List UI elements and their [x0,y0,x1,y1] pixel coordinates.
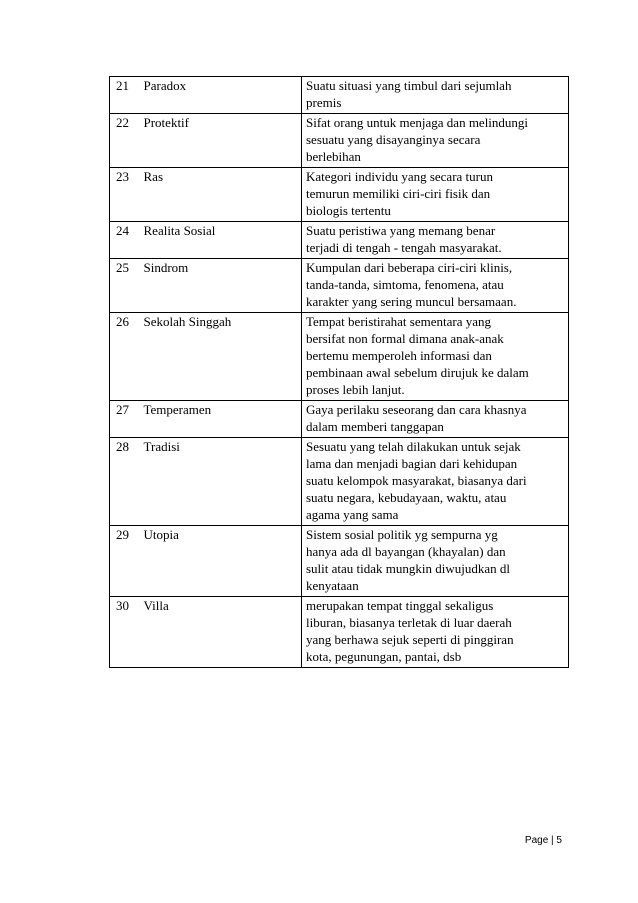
table-row [110,168,569,222]
term-cell: Villa [142,597,302,668]
term-cell: Utopia [142,526,302,597]
row-number: 28 [110,438,142,526]
definition-line: agama yang sama [306,507,399,522]
glossary-table [109,76,569,668]
term-cell: Paradox [142,77,302,114]
definition-line: karakter yang sering muncul bersamaan. [306,294,517,309]
table-row [110,114,569,168]
definition-line: suatu kelompok masyarakat, biasanya dari [306,473,527,488]
definition-line: berlebihan [306,149,361,164]
term-cell: Protektif [142,114,302,168]
definition-line: suatu negara, kebudayaan, waktu, atau [306,490,507,505]
definition-line: liburan, biasanya terletak di luar daerah [306,615,512,630]
row-number: 22 [110,114,142,168]
definition-line: tanda-tanda, simtoma, fenomena, atau [306,277,504,292]
table-row [110,526,569,597]
definition-line: lama dan menjadi bagian dari kehidupan [306,456,518,471]
definition-cell [302,313,569,401]
definition-line: sesuatu yang disayanginya secara [306,132,481,147]
definition-line: Sesuatu yang telah dilakukan untuk sejak [306,439,521,454]
row-number: 21 [110,77,142,114]
term-cell: Ras [142,168,302,222]
definition-line: merupakan tempat tinggal sekaligus [306,598,494,613]
table-row [110,401,569,438]
definition-line: hanya ada dl bayangan (khayalan) dan [306,544,506,559]
table-row [110,77,569,114]
term-cell: Temperamen [142,401,302,438]
definition-line: bersifat non formal dimana anak-anak [306,331,504,346]
row-number: 23 [110,168,142,222]
definition-line: pembinaan awal sebelum dirujuk ke dalam [306,365,529,380]
definition-cell [302,114,569,168]
row-number: 30 [110,597,142,668]
term-cell: Sekolah Singgah [142,313,302,401]
table-row [110,259,569,313]
table-row [110,222,569,259]
definition-cell [302,401,569,438]
definition-line: bertemu memperoleh informasi dan [306,348,492,363]
term-cell: Tradisi [142,438,302,526]
definition-line: biologis tertentu [306,203,391,218]
table-row [110,438,569,526]
definition-line: Gaya perilaku seseorang dan cara khasnya [306,402,527,417]
glossary-body [110,77,569,668]
definition-line: Suatu situasi yang timbul dari sejumlah [306,78,512,93]
definition-cell [302,77,569,114]
definition-line: temurun memiliki ciri-ciri fisik dan [306,186,491,201]
row-number: 25 [110,259,142,313]
definition-line: Suatu peristiwa yang memang benar [306,223,496,238]
definition-cell [302,597,569,668]
definition-line: dalam memberi tanggapan [306,419,444,434]
term-cell: Realita Sosial [142,222,302,259]
definition-line: Kumpulan dari beberapa ciri-ciri klinis, [306,260,513,275]
definition-line: kenyataan [306,578,359,593]
definition-cell [302,222,569,259]
term-cell: Sindrom [142,259,302,313]
definition-line: terjadi di tengah - tengah masyarakat. [306,240,502,255]
definition-cell [302,526,569,597]
row-number: 29 [110,526,142,597]
definition-line: Sistem sosial politik yg sempurna yg [306,527,498,542]
definition-line: Kategori individu yang secara turun [306,169,493,184]
row-number: 24 [110,222,142,259]
definition-cell [302,259,569,313]
row-number: 26 [110,313,142,401]
table-row [110,597,569,668]
definition-line: yang berhawa sejuk seperti di pinggiran [306,632,514,647]
definition-line: sulit atau tidak mungkin diwujudkan dl [306,561,511,576]
definition-line: kota, pegunungan, pantai, dsb [306,649,462,664]
definition-line: premis [306,95,342,110]
row-number: 27 [110,401,142,438]
definition-line: Sifat orang untuk menjaga dan melindungi [306,115,529,130]
definition-line: Tempat beristirahat sementara yang [306,314,491,329]
page-footer [525,835,562,846]
definition-cell [302,168,569,222]
definition-line: proses lebih lanjut. [306,382,405,397]
table-row [110,313,569,401]
definition-cell [302,438,569,526]
page-number: Page | 5 [524,835,562,846]
